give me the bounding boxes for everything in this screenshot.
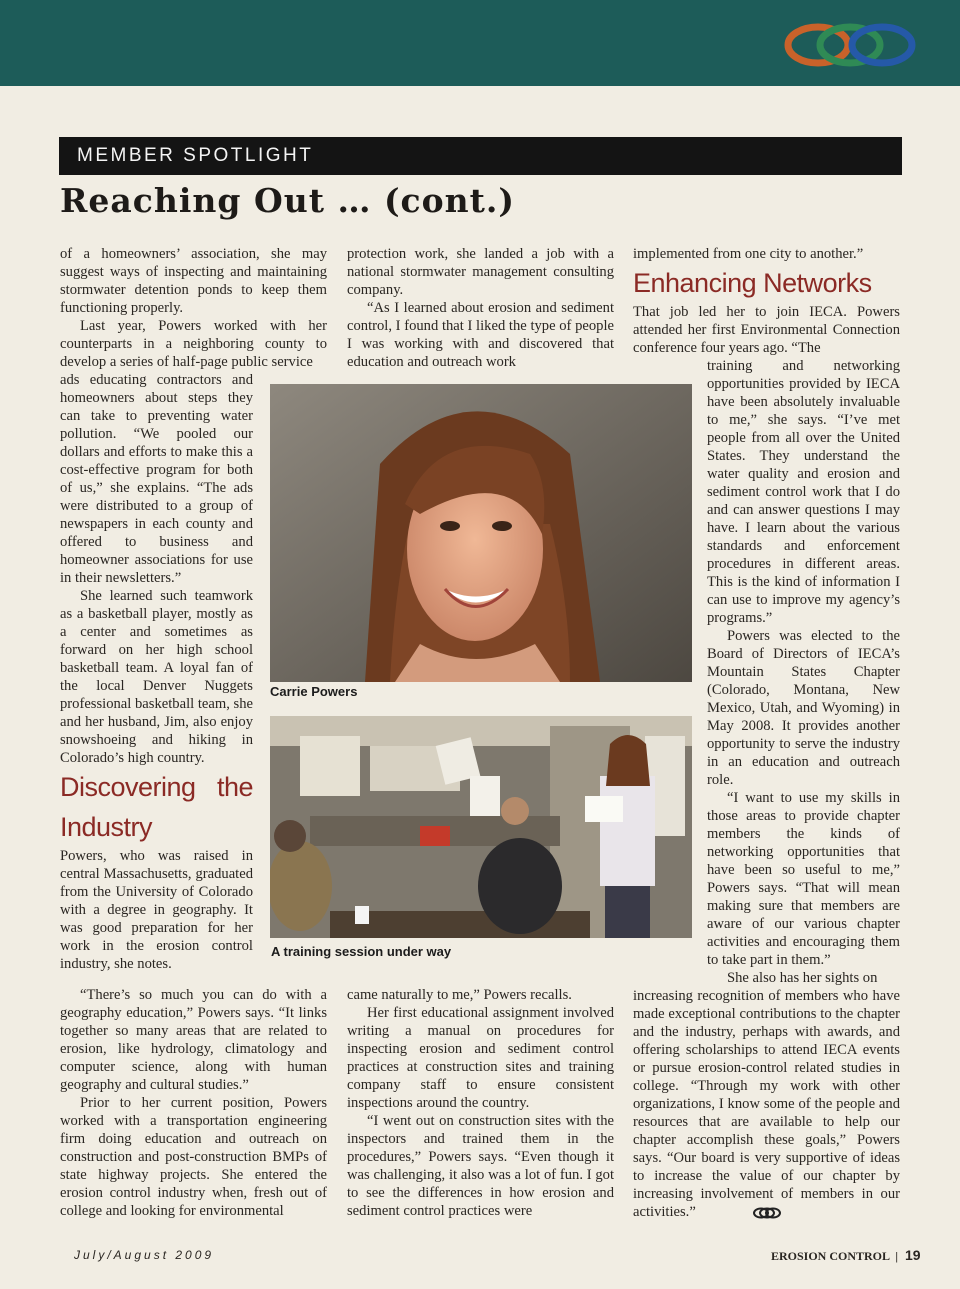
- col1-narrow-block: [60, 371, 253, 973]
- column-2-top: [347, 245, 614, 371]
- col2-paragraph-4: Her first educational assignment involved writing a manual on procedures for inspecting erosion and sediment control practices at construction sites and training company staff to ensure consistent inspections around the country.: [347, 1005, 614, 1111]
- col3-paragraph-2a: That job led her to join IECA. Powers attended her first Environmental Connection conference four years ago. “The: [633, 304, 900, 356]
- end-mark-icon: [752, 1207, 782, 1219]
- col3-paragraph-1: implemented from one city to another.”: [633, 246, 864, 262]
- section-band: MEMBER SPOTLIGHT: [59, 137, 902, 175]
- subheading-enhancing: Enhancing Networks: [633, 268, 872, 298]
- training-session-photo: [270, 716, 692, 938]
- col2-paragraph-1: protection work, she landed a job with a national stormwater management consulting company.: [347, 246, 614, 298]
- column-1-bottom: [60, 986, 327, 1220]
- photo1-caption: Carrie Powers: [270, 684, 358, 699]
- col3-paragraph-5a: She also has her sights on: [727, 970, 878, 986]
- subheading-discovering: Discovering the Industry: [60, 772, 253, 842]
- col1-paragraph-6: Prior to her current position, Powers worked with a transportation engineering firm doing education and outreach on construction and post-construction BMPs of state highway projects. She entered the erosion control industry when, fresh out of college and looking for environmental: [60, 1095, 327, 1219]
- col2-paragraph-5: “I went out on construction sites with the inspectors and trained them in the procedures,” Powers says. “Even though it was challenging, it also was a lot of fun. I got to see the differences in how erosion and sediment control practices were: [347, 1113, 614, 1219]
- col3-paragraph-5b: [633, 987, 900, 1221]
- col3-narrow-block: [707, 357, 900, 987]
- col2-paragraph-3: came naturally to me,” Powers recalls.: [347, 987, 572, 1003]
- footer-page-number: 19: [905, 1247, 921, 1263]
- col1-paragraph-4: Powers, who was raised in central Massachusetts, graduated from the University of Colorado with a degree in geography. It was good preparation for her work in the erosion control industry, she notes.: [60, 848, 253, 972]
- col1-paragraph-5: “There’s so much you can do with a geography education,” Powers says. “It links together so many areas that are related to erosion, like hydrology, climatology and computer science, along with human geography and cultural studies.”: [60, 987, 327, 1093]
- column-2-bottom: [347, 986, 614, 1220]
- ieca-logo-icon: [782, 22, 918, 68]
- article-title: Reaching Out … (cont.): [60, 181, 515, 220]
- portrait-photo: [270, 384, 692, 682]
- header-bar: [0, 0, 960, 86]
- footer-separator: |: [895, 1249, 899, 1263]
- footer-publication: [771, 1247, 921, 1264]
- col1-paragraph-2b: ads educating contractors and homeowners about steps they can take to preventing water pollution. “We pooled our dollars and efforts to make this a cost-effective program for both of us,” she explains. “The ads were distributed to a group of newspapers in each county and offered to business and homeowner associations for use in their newsletters.”: [60, 372, 253, 586]
- col1-paragraph-3: She learned such teamwork as a basketball player, mostly as a center and sometimes as forward on her high school basketball team. A loyal fan of the local Denver Nuggets professional basketball team, she and her husband, Jim, also enjoy snowshoeing and hiking in Colorado’s high country.: [60, 588, 253, 766]
- col3-paragraph-4: “I want to use my skills in those areas to provide chapter members the kinds of networking opportunities that have been so useful to me,” Powers says. “That will mean making sure that members are aware of our various chapter activities and encouraging them to take part in them.”: [707, 790, 900, 968]
- footer-issue-date: July/August 2009: [74, 1248, 215, 1262]
- col1-paragraph-1: of a homeowners’ association, she may suggest ways of inspecting and maintaining stormwater detention ponds to keep them functioning properly.: [60, 246, 327, 316]
- col2-paragraph-2: “As I learned about erosion and sediment control, I found that I liked the type of people I was working with and discovered that education and outreach work: [347, 300, 614, 370]
- col3-paragraph-2b: training and networking opportunities provided by IECA have been absolutely invaluable to me,” she says. “I’ve met people from all over the United States. They understand the water quality and erosion and sediment control work that I do and can answer questions I may have. I learn about the various standards and enforcement procedures in different areas. This is the kind of information I can use to improve my agency’s programs.”: [707, 358, 900, 626]
- footer-publication-name: EROSION CONTROL: [771, 1249, 890, 1263]
- col3-paragraph-3: Powers was elected to the Board of Directors of IECA’s Mountain States Chapter (Colorado, Montana, New Mexico, Utah, and Wyoming) in May 2008. It provides another opportunity to serve the industry in an education and outreach role.: [707, 628, 900, 788]
- photo2-caption: A training session under way: [271, 944, 452, 959]
- col1-paragraph-2a: Last year, Powers worked with her counterparts in a neighboring county to develop a series of half-page public service: [60, 318, 327, 370]
- col3-paragraph-5b-text: increasing recognition of members who have made exceptional contributions to the chapter and the industry, perhaps with awards, and offering scholarships to attend IECA events or pursue erosion-control related studies in college. “Through my work with other organizations, I know some of the people and resources that are available to help our chapter accomplish these goals,” Powers says. “Our board is very supportive of ideas to increase the value of our chapter by increasing involvement of members in our activities.”: [633, 988, 900, 1220]
